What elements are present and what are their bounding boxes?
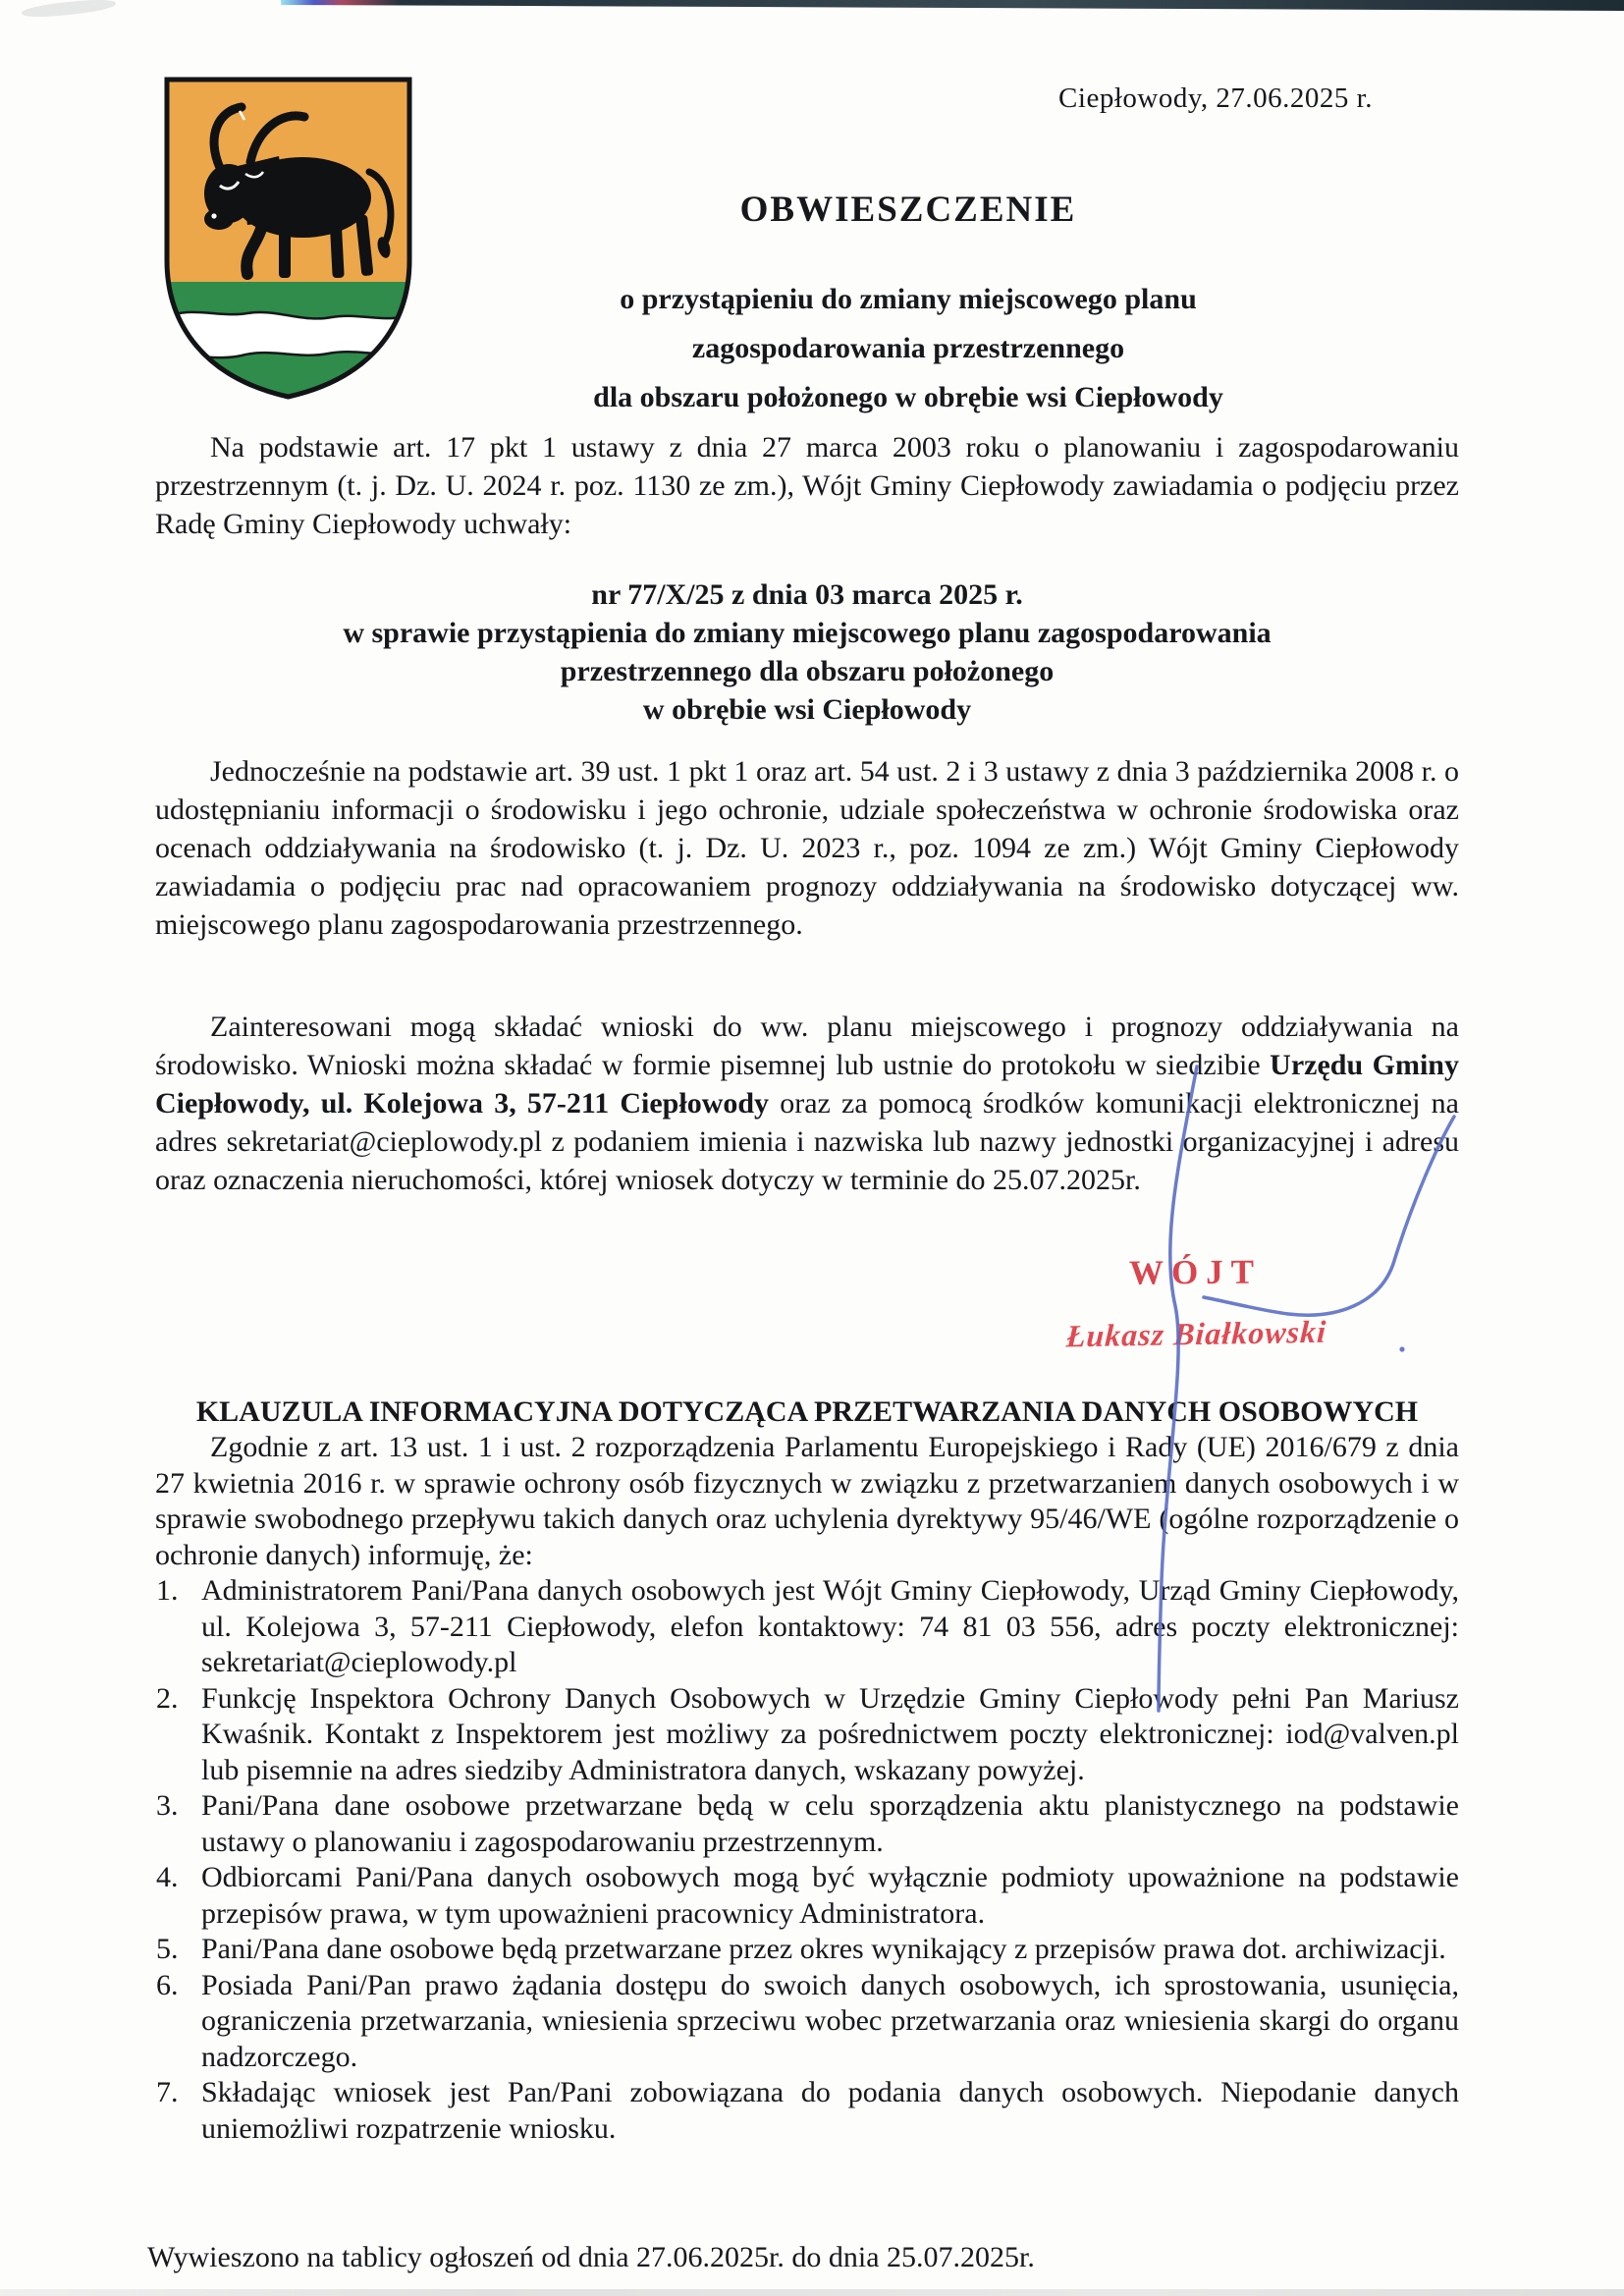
subtitle-line: dla obszaru położonego w obrębie wsi Ciepłowody [593, 381, 1223, 413]
mayor-stamp-title: WÓJT [1128, 1252, 1263, 1292]
document-subtitle [344, 275, 1473, 422]
office-address-bold: Urzędu Gminy Ciepłowody, ul. Kolejowa 3, 57-211 Ciepłowody [155, 1049, 1459, 1120]
scan-artifact-bottom-edge [0, 2289, 1624, 2296]
paragraph-environmental-basis: Jednocześnie na podstawie art. 39 ust. 1 pkt 1 oraz art. 54 ust. 2 i 3 ustawy z dnia 3 października 2008 r. o udostępnianiu informacji o środowisku i jego ochronie, udziale społeczeństwa w ochronie środowiska oraz ocenach oddziaływania na środowisko (t. j. Dz. U. 2023 r., poz. 1094 ze zm.) Wójt Gminy Ciepłowody zawiadamia o podjęciu prac nad opracowaniem prognozy oddziaływania na środowisko dotyczącej ww. miejscowego planu zagospodarowania przestrzennego. [155, 755, 1459, 941]
resolution-line: nr 77/X/25 z dnia 03 marca 2025 r. [591, 578, 1023, 611]
clause-intro: Zgodnie z art. 13 ust. 1 i ust. 2 rozporządzenia Parlamentu Europejskiego i Rady (UE) 2016/679 z dnia 27 kwietnia 2016 r. w sprawie ochrony osób fizycznych w związku z przetwarzaniem danych osobowych i w sprawie swobodnego przepływu takich danych oraz uchylenia dyrektywy 95/46/WE (ogólne rozporządzenie o ochronie danych) informuję, że: [155, 1431, 1459, 1571]
subtitle-line: o przystąpieniu do zmiany miejscowego planu [620, 283, 1197, 315]
page-title: OBWIESZCZENIE [739, 190, 1077, 230]
mayor-stamp-name: Łukasz Białkowski [1065, 1313, 1328, 1354]
clause-item: Pani/Pana dane osobowe będą przetwarzane przez okres wynikający z przepisów prawa dot. archiwizacji. [201, 1933, 1446, 1965]
scan-artifact-top-edge [281, 0, 1624, 11]
clause-item: Posiada Pani/Pan prawo żądania dostępu do swoich danych osobowych, ich sprostowania, usunięcia, ograniczenia przetwarzania, wniesienia sprzeciwu wobec przetwarzania oraz wniesienia skargi do organu nadzorczego. [201, 1968, 1459, 2073]
submission-text-start: Zainteresowani mogą składać wnioski do ww. planu miejscowego i prognozy oddziaływania na środowisko. Wnioski można składać w formie pisemnej lub ustnie do protokołu w siedzibie [155, 1011, 1459, 1081]
clause-heading: KLAUZULA INFORMACYJNA DOTYCZĄCA PRZETWARZANIA DANYCH OSOBOWYCH [195, 1395, 1419, 1428]
clause-item: Składając wniosek jest Pan/Pani zobowiązana do podania danych osobowych. Niepodanie danych uniemożliwi rozpatrzenie wniosku. [201, 2076, 1459, 2145]
posting-period-note: Wywieszono na tablicy ogłoszeń od dnia 27.06.2025r. do dnia 25.07.2025r. [147, 2241, 1035, 2273]
resolution-line: w obrębie wsi Ciepłowody [642, 693, 972, 726]
subtitle-line: zagospodarowania przestrzennego [691, 332, 1125, 364]
resolution-line: w sprawie przystąpienia do zmiany miejscowego planu zagospodarowania [343, 617, 1272, 649]
clause-list [155, 1573, 1459, 2147]
scan-smudge [22, 0, 117, 20]
submission-text-end: oraz za pomocą środków komunikacji elektronicznej na adres sekretariat@cieplowody.pl z podaniem imienia i nazwiska lub nazwy jednostki organizacyjnej i adresu oraz oznaczenia nieruchomości, której wniosek dotyczy w terminie do 25.07.2025r. [155, 1087, 1459, 1196]
document-heading [344, 189, 1473, 422]
date-line: Ciepłowody, 27.06.2025 r. [1058, 82, 1373, 114]
paragraph-submission-info [155, 1008, 1459, 1199]
clause-item: Pani/Pana dane osobowe przetwarzane będą w celu sporządzenia aktu planistycznego na podstawie ustawy o planowaniu i zagospodarowaniu przestrzennym. [201, 1789, 1459, 1858]
clause-item: Odbiorcami Pani/Pana danych osobowych mogą być wyłącznie podmioty upoważnione na podstawie przepisów prawa, w tym upoważnieni pracownicy Administratora. [201, 1861, 1459, 1930]
resolution-title-block [155, 575, 1459, 729]
gdpr-information-clause [155, 1394, 1459, 2147]
clause-item: Administratorem Pani/Pana danych osobowych jest Wójt Gminy Ciepłowody, Urząd Gminy Ciepłowody, ul. Kolejowa 3, 57-211 Ciepłowody, elefon kontaktowy: 74 81 03 556, adres poczty elektronicznej: sekretariat@cieplowody.pl [201, 1574, 1459, 1678]
paragraph-legal-basis: Na podstawie art. 17 pkt 1 ustawy z dnia 27 marca 2003 roku o planowaniu i zagospodarowaniu przestrzennym (t. j. Dz. U. 2024 r. poz. 1130 ze zm.), Wójt Gminy Ciepłowody zawiadamia o podjęciu przez Radę Gminy Ciepłowody uchwały: [155, 431, 1459, 540]
resolution-line: przestrzennego dla obszaru położonego [560, 655, 1055, 687]
clause-item: Funkcję Inspektora Ochrony Danych Osobowych w Urzędzie Gminy Ciepłowody pełni Pan Mariusz Kwaśnik. Kontakt z Inspektorem jest możliwy za pośrednictwem poczty elektronicznej: iod@valven.pl lub pisemnie na adres siedziby Administratora danych, wskazany powyżej. [201, 1681, 1459, 1786]
